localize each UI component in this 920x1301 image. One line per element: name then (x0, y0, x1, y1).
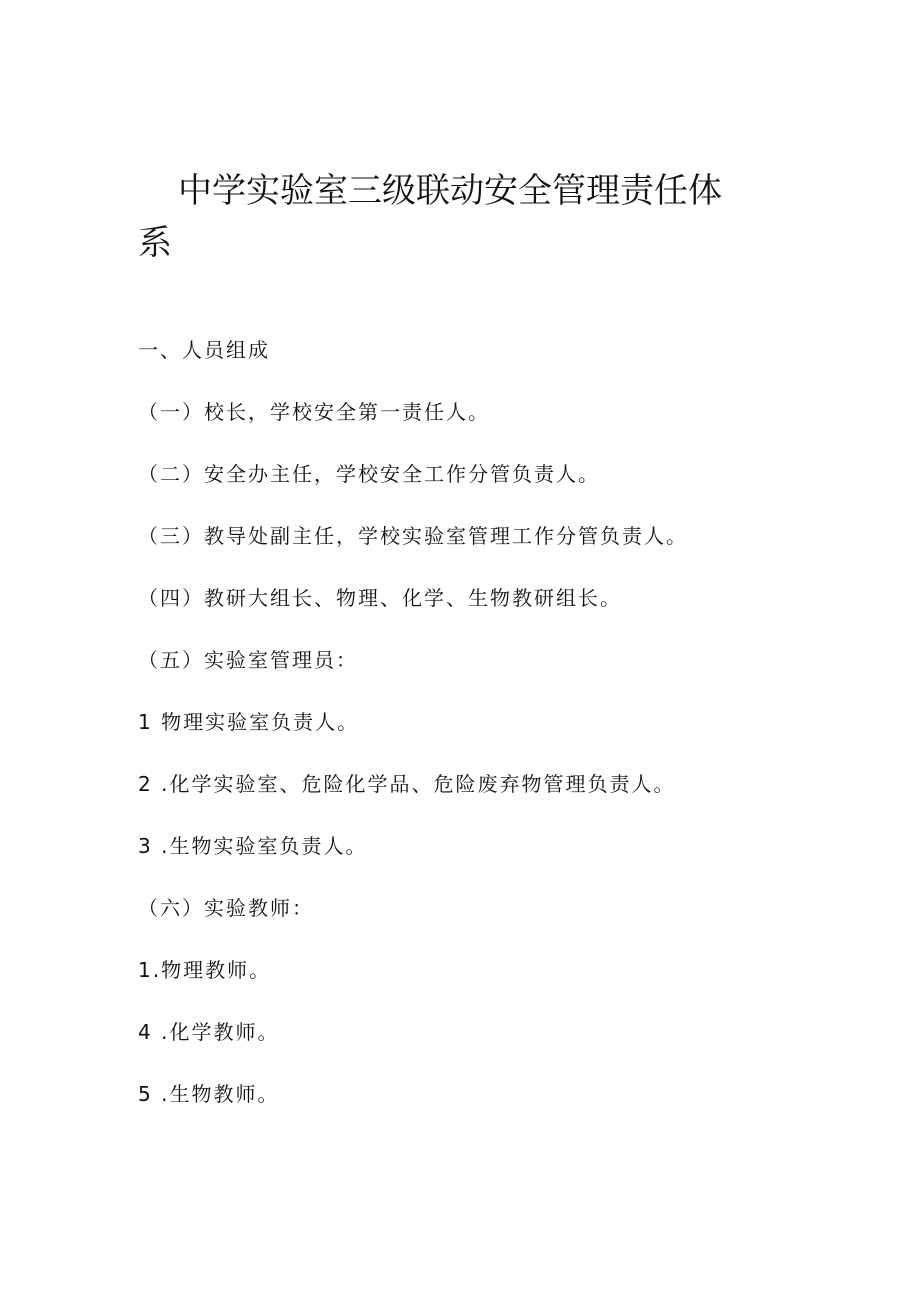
section-heading-personnel: 一、人员组成 (138, 338, 270, 362)
list-item-physics-teacher: 1.物理教师。 (138, 958, 272, 982)
list-item-group-leaders: （四）教研大组长、物理、化学、生物教研组长。 (138, 586, 622, 610)
list-item-chemistry-lab: 2 .化学实验室、危险化学品、危险废弃物管理负责人。 (138, 772, 676, 796)
list-item-biology-lab: 3 .生物实验室负责人。 (138, 834, 368, 858)
list-item-physics-lab: 1 物理实验室负责人。 (138, 710, 360, 734)
list-item-safety-office-director: （二）安全办主任，学校安全工作分管负责人。 (138, 462, 600, 486)
document-title (138, 165, 738, 269)
list-item-principal: （一）校长，学校安全第一责任人。 (138, 400, 490, 424)
list-item-chemistry-teacher: 4 .化学教师。 (138, 1020, 280, 1044)
list-item-deputy-director: （三）教导处副主任，学校实验室管理工作分管负责人。 (138, 524, 688, 548)
list-item-biology-teacher: 5 .生物教师。 (138, 1082, 280, 1106)
list-item-lab-teachers: （六）实验教师： (138, 896, 314, 920)
document-title-text: 中学实验室三级联动安全管理责任体系 (138, 171, 722, 263)
list-item-lab-administrators: （五）实验室管理员： (138, 648, 358, 672)
